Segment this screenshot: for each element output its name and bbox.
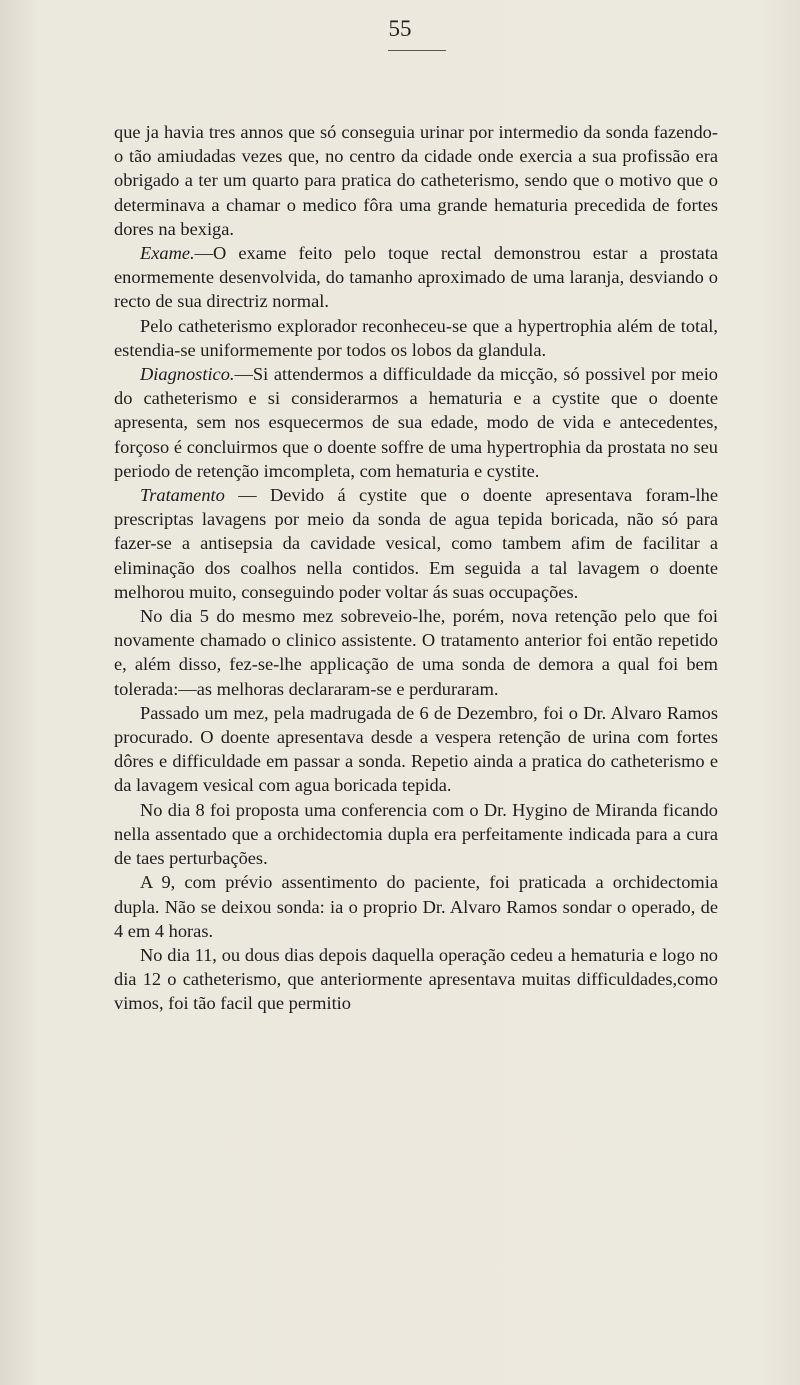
paragraph-text: A 9, com prévio assentimento do paciente, foi praticada a orchidectomia dupla. Não se deixou sonda: ia o proprio Dr. Alvaro Ramos sondar o operado, de 4 em 4 horas. — [114, 872, 718, 941]
paragraph-3 — [114, 314, 718, 362]
paragraph-text: — Devido á cystite que o doente apresentava foram-lhe prescriptas lavagens por meio da sonda de agua tepida boricada, não só para fazer-se a antisepsia da cavidade vesical, como tambem afim de facilitar a eliminação dos coalhos nella contidos. Em seguida a tal lavagem o doente melhorou muito, conseguindo poder voltar ás suas occupações. — [114, 485, 718, 602]
paragraph-text: que ja havia tres annos que só conseguia urinar por intermedio da sonda fazendo-o tão amiudadas vezes que, no centro da cidade onde exercia a sua profissão era obrigado a ter um quarto para pratica do catheterismo, sendo que o motivo que o determinava a chamar o medico fôra uma grande hematuria precedida de fortes dores na bexiga. — [114, 122, 718, 239]
paragraph-diagnostico — [114, 362, 718, 483]
page-number: 55 — [388, 16, 412, 41]
paragraph-6 — [114, 604, 718, 701]
section-heading-tratamento: Tratamento — [140, 485, 225, 506]
paragraph-tratamento — [114, 483, 718, 604]
paragraph-text: —Si attendermos a difficuldade da micção, só possivel por meio do catheterismo e si considerarmos a hematuria e a cystite que o doente apresenta, sem nos esquecermos de sua edade, modo de vida e antecedentes, forçoso é concluirmos que o doente soffre de uma hypertrophia da prostata no seu periodo de retenção imcompleta, com hematuria e cystite. — [114, 364, 718, 481]
paragraph-text: Pelo catheterismo explorador reconheceu-se que a hypertrophia além de total, estendia-se uniformemente por todos os lobos da glandula. — [114, 315, 718, 360]
paragraph-8 — [114, 798, 718, 871]
paragraph-text: Passado um mez, pela madrugada de 6 de Dezembro, foi o Dr. Alvaro Ramos procurado. O doente apresentava desde a vespera retenção de urina com fortes dôres e difficuldade em passar a sonda. Repetio ainda a pratica do catheterismo e da lavagem vesical com agua boricada tepida. — [114, 702, 718, 796]
paragraph-text: No dia 5 do mesmo mez sobreveio-lhe, porém, nova retenção pelo que foi novamente chamado o clinico assistente. O tratamento anterior foi então repetido e, além disso, fez-se-lhe applicação de uma sonda de demora a qual foi bem tolerada:—as melhoras declararam-se e perduraram. — [114, 606, 718, 699]
body-text — [114, 120, 718, 1016]
section-heading-diagnostico: Diagnostico. — [140, 364, 235, 385]
paragraph-text: No dia 11, ou dous dias depois daquella operação cedeu a hematuria e logo no dia 12 o catheterismo, que anteriormente apresentava muitas difficuldades,como vimos, foi tão facil que permitio — [114, 944, 718, 1014]
paragraph-text: No dia 8 foi proposta uma conferencia com o Dr. Hygino de Miranda ficando nella assentado que a orchidectomia dupla era perfeitamente indicada para a cura de taes perturbações. — [114, 799, 718, 869]
paragraph-text: —O exame feito pelo toque rectal demonstrou estar a prostata enormemente desenvolvida, do tamanho aproximado de uma laranja, desviando o recto de sua directriz normal. — [114, 243, 718, 312]
paragraph-1 — [114, 120, 718, 241]
paragraph-10 — [114, 943, 718, 1016]
paragraph-9 — [114, 870, 718, 943]
paragraph-7 — [114, 701, 718, 798]
paragraph-exame — [114, 241, 718, 314]
section-heading-exame: Exame. — [140, 243, 195, 264]
page-number-underline — [388, 50, 446, 51]
